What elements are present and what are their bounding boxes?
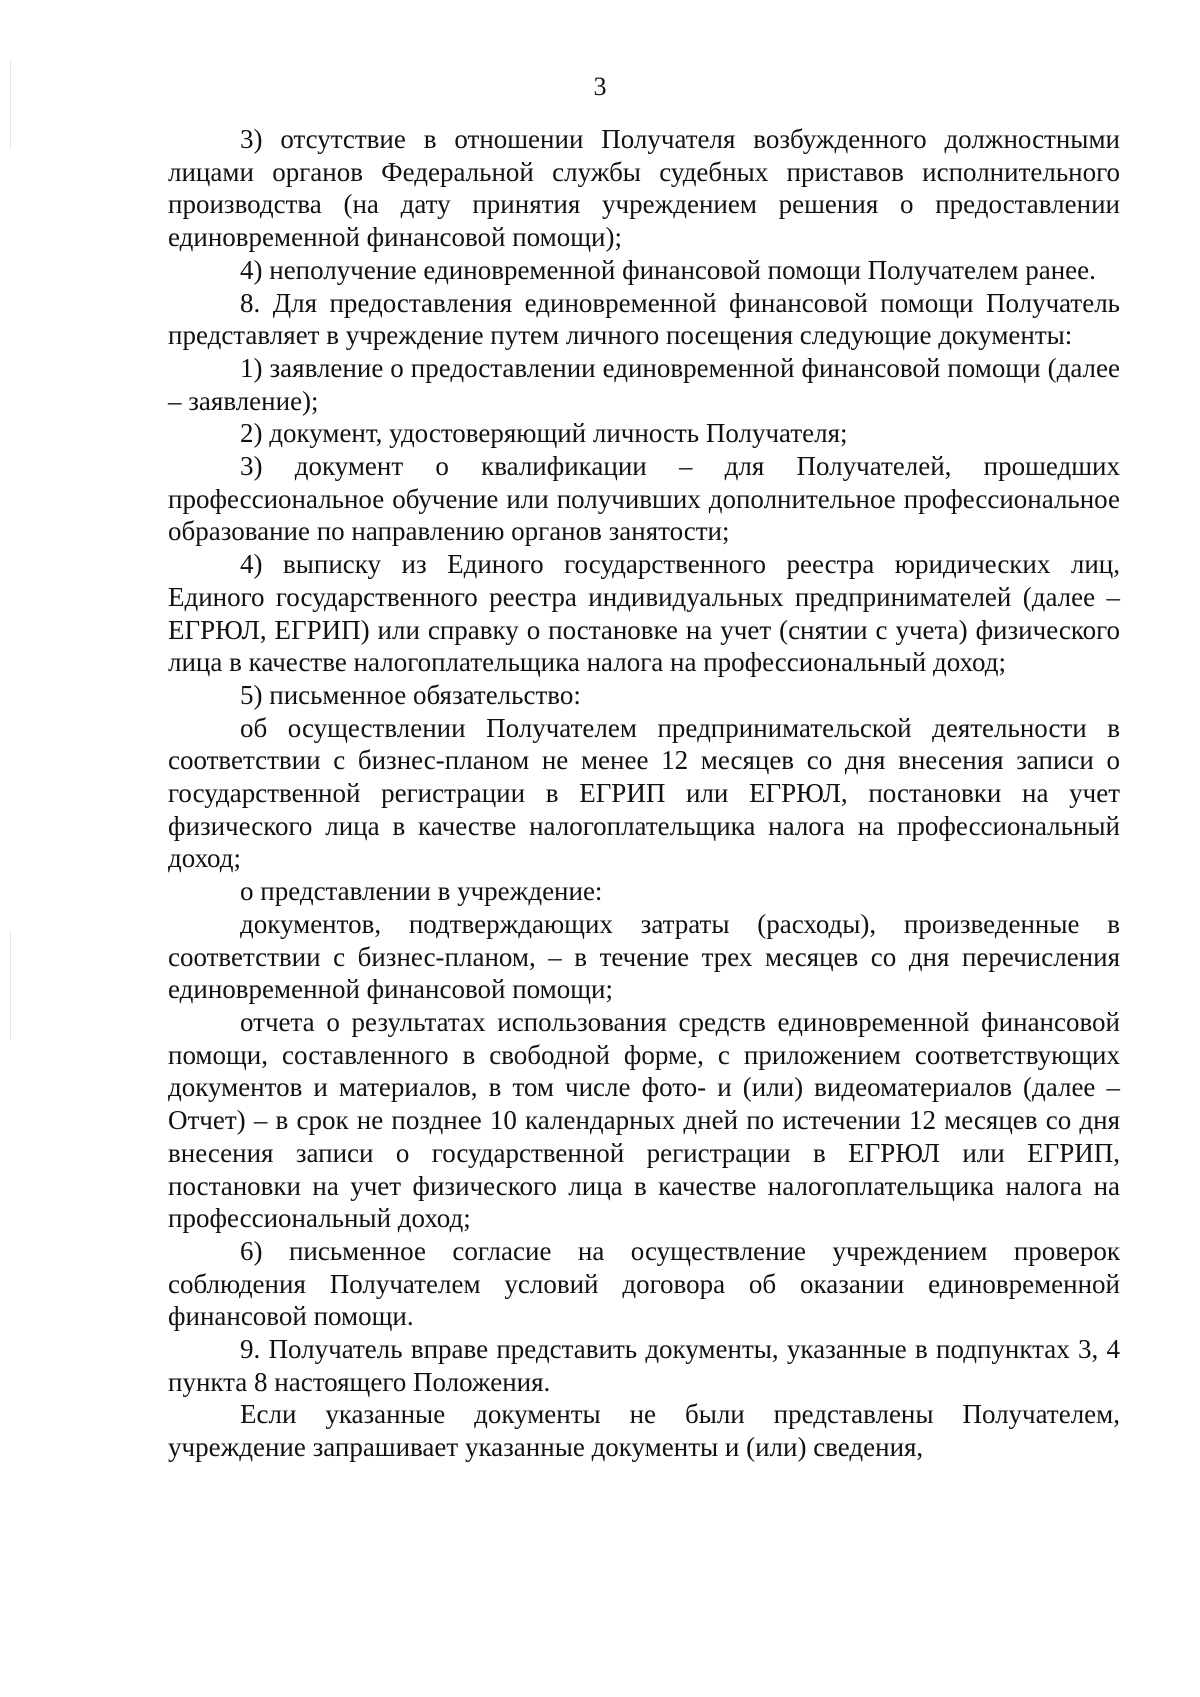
paragraph-documents-not-submitted: Если указанные документы не были представлены Получателем, учреждение запрашивает указанные документы и (или) сведения, [168,1399,1120,1463]
obligation-business-activity: об осуществлении Получателем предпринимательской деятельности в соответствии с бизнес-планом не менее 12 месяцев со дня внесения записи о государственной регистрации в ЕГРИП или ЕГРЮЛ, постановки на учет физического лица в качестве налогоплательщика налога на профессиональный доход; [168,712,1120,874]
obligation-report: отчета о результатах использования средств единовременной финансовой помощи, составленного в свободной форме, с приложением соответствующих документов и материалов, в том числе фото- и (или) видеоматериалов (далее – Отчет) – в срок не позднее 10 календарных дней по истечении 12 месяцев со дня внесения записи о государственной регистрации в ЕГРЮЛ или ЕГРИП, постановки на учет физического лица в качестве налогоплательщика налога на профессиональный доход; [168,1006,1120,1234]
scan-edge-mark [10,930,11,1040]
list-item-written-consent: 6) письменное согласие на осуществление учреждением проверок соблюдения Получателем условий договора об оказании единовременной финансовой помощи. [168,1235,1120,1332]
page-number: 3 [593,72,607,101]
list-item-qualification-document: 3) документ о квалификации – для Получателей, прошедших профессиональное обучение или получивших дополнительное профессиональное образование по направлению органов занятости; [168,451,1120,547]
obligation-expense-documents: документов, подтверждающих затраты (расходы), произведенные в соответствии с бизнес-планом, – в течение трех месяцев со дня перечисления единовременной финансовой помощи; [168,908,1120,1005]
obligation-submission-intro: о представлении в учреждение: [240,876,603,907]
paragraph-3-no-enforcement: 3) отсутствие в отношении Получателя возбужденного должностными лицами органов Федеральной службы судебных приставов исполнительного производства (на дату принятия учреждением решения о предоставлении единовременной финансовой помощи); [168,124,1120,253]
paragraph-4-not-received-before: 4) неполучение единовременной финансовой помощи Получателем ранее. [240,254,1096,285]
list-item-identity-document: 2) документ, удостоверяющий личность Получателя; [240,418,848,449]
list-item-written-obligation: 5) письменное обязательство: [240,679,581,710]
paragraph-8-documents-intro: 8. Для предоставления единовременной финансовой помощи Получатель представляет в учреждение путем личного посещения следующие документы: [168,287,1120,351]
list-item-registry-extract: 4) выписку из Единого государственного реестра юридических лиц, Единого государственного реестра индивидуальных предпринимателей (далее – ЕГРЮЛ, ЕГРИП) или справку о постановке на учет (снятии с учета) физического лица в качестве налогоплательщика налога на профессиональный доход; [168,549,1120,678]
paragraph-9-right-to-submit: 9. Получатель вправе представить документы, указанные в подпунктах 3, 4 пункта 8 настоящего Положения. [168,1334,1120,1397]
list-item-application: 1) заявление о предоставлении единовременной финансовой помощи (далее – заявление); [168,352,1120,416]
document-body [168,123,1120,1464]
